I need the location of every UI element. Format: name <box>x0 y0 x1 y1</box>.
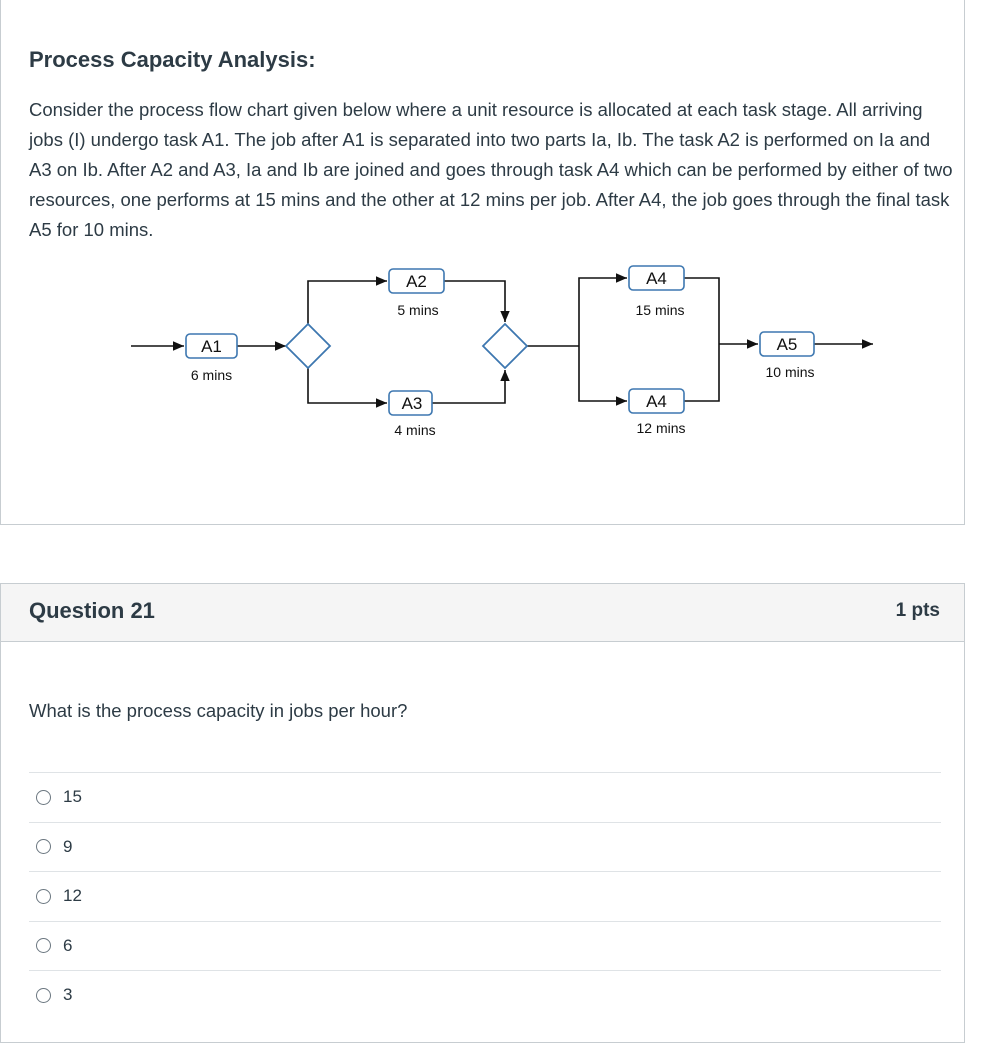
answer-option[interactable] <box>29 822 941 872</box>
radio-button[interactable] <box>36 938 51 953</box>
radio-button[interactable] <box>36 790 51 805</box>
question-header <box>1 584 964 642</box>
answer-label: 9 <box>63 836 73 856</box>
answer-option[interactable] <box>29 970 941 1020</box>
task-a3-time: 4 mins <box>394 422 436 438</box>
question-title: Question 21 <box>29 598 155 623</box>
process-flow-diagram <box>1 253 966 453</box>
intro-title: Process Capacity Analysis: <box>29 47 316 72</box>
answer-list <box>29 772 941 1020</box>
question-points: 1 pts <box>895 600 940 621</box>
radio-button[interactable] <box>36 839 51 854</box>
task-a2-label: A2 <box>406 272 427 291</box>
answer-label: 15 <box>63 787 82 807</box>
task-a5-time: 10 mins <box>765 364 815 380</box>
task-a2-time: 5 mins <box>397 302 439 318</box>
task-a4-bottom-label: A4 <box>646 392 667 411</box>
intro-paragraph: Consider the process flow chart given below where a unit resource is allocated at each task stage. All arriving jobs (I) undergo task A1. The job after A1 is separated into two parts Ia, Ib. The task A2 is performed on Ia and A3 on Ib. After A2 and A3, Ia and Ib are joined and goes through task A4 which can be performed by either of two resources, one performs at 15 mins and the other at 12 mins per job. After A4, the job goes through the final task A5 for 10 mins. <box>29 99 953 240</box>
answer-label: 3 <box>63 985 73 1005</box>
task-a5-label: A5 <box>776 335 798 354</box>
answer-label: 12 <box>63 886 82 906</box>
join-diamond <box>483 324 527 368</box>
answer-label: 6 <box>63 935 73 955</box>
task-a4-top-label: A4 <box>646 269 667 288</box>
answer-option[interactable] <box>29 921 941 971</box>
question-text: What is the process capacity in jobs per hour? <box>29 700 408 721</box>
task-a1-time: 6 mins <box>190 367 233 383</box>
task-a4-bottom-time: 12 mins <box>636 420 686 436</box>
task-a4-top-time: 15 mins <box>635 302 685 318</box>
task-a1-label: A1 <box>201 337 222 356</box>
radio-button[interactable] <box>36 889 51 904</box>
question-panel <box>0 583 965 1043</box>
radio-button[interactable] <box>36 988 51 1003</box>
intro-panel <box>0 0 965 525</box>
answer-option[interactable] <box>29 871 941 921</box>
answer-option[interactable] <box>29 772 941 822</box>
task-a3-label: A3 <box>401 394 423 413</box>
split-diamond <box>286 324 330 368</box>
